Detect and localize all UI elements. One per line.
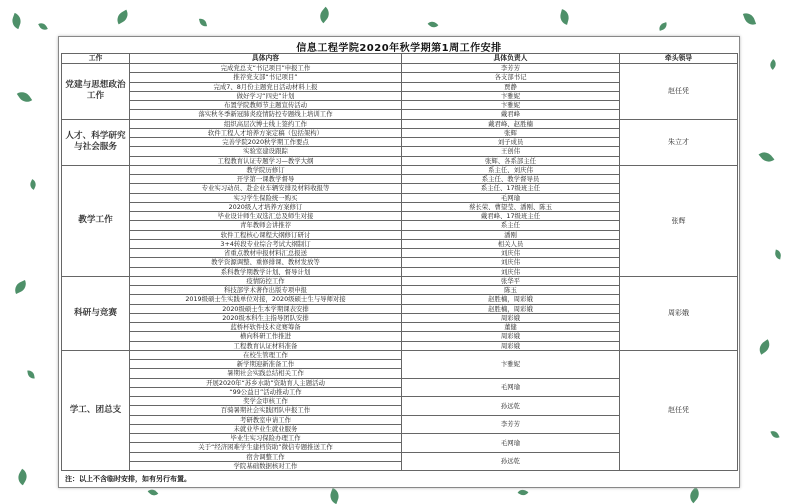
task-person: 张华平 [402, 276, 620, 285]
task-content: 青年教师会讲推荐 [130, 221, 402, 230]
section-category: 党建与思想政治工作 [62, 64, 130, 120]
header-content: 具体内容 [130, 54, 402, 64]
task-content: 做好学习“四史”计划 [130, 91, 402, 100]
task-content: 在校生管理工作 [130, 350, 402, 359]
task-person: 刘庆伟 [402, 267, 620, 276]
footnote: 注：以上不含临时安排，如有另行布置。 [65, 475, 191, 483]
task-content: 完成党总支“书记项目”申报工作 [130, 64, 402, 73]
task-person: 刘庆伟 [402, 258, 620, 267]
section-leader: 赵任凭 [620, 350, 738, 470]
task-content: 省重点教材申报材料汇总报送 [130, 249, 402, 258]
task-person: 系主任、17级班主任 [402, 184, 620, 193]
header-category: 工作 [62, 54, 130, 64]
table-header-row [62, 54, 738, 64]
task-content: 完成7、8月份主题党日活动材料上报 [130, 82, 402, 91]
task-person: 毛网瑜 [402, 193, 620, 202]
task-person: 戴君峰、17级班主任 [402, 212, 620, 221]
task-content: 工程教育认证材料准备 [130, 341, 402, 350]
task-person: 戴君峰、赵胜楠 [402, 119, 620, 128]
task-content: 开展2020年“苏乡水助”资助育人主题活动 [130, 378, 402, 387]
task-content: 推荐党支部“书记项目” [130, 73, 402, 82]
task-person: 戴君峰 [402, 110, 620, 119]
task-person: 毛网瑜 [402, 434, 620, 453]
task-content: 完善学院2020秋学期工作要点 [130, 138, 402, 147]
task-content: 布置学院教师节主题宣传活动 [130, 101, 402, 110]
table-row [62, 276, 738, 285]
task-person: 李芳芳 [402, 415, 620, 434]
task-content: 2019级硕士生实践单位对接，2020级硕士生与导师对接 [130, 295, 402, 304]
section-category: 科研与竞赛 [62, 276, 130, 350]
task-person: 孙远乾 [402, 452, 620, 471]
section-leader: 张辉 [620, 165, 738, 276]
task-content: 科技部学术著作出版专项申报 [130, 286, 402, 295]
task-person: 潘刚 [402, 230, 620, 239]
section-category: 学工、团总支 [62, 350, 130, 470]
task-person: 贾静 [402, 82, 620, 91]
task-content: 软件工程核心课程大纲修订研讨 [130, 230, 402, 239]
section-category: 人才、科学研究与社会服务 [62, 119, 130, 165]
task-content: 开学第一课教学督导 [130, 175, 402, 184]
task-person: 赵胜楠，周彩娥 [402, 304, 620, 313]
task-person: 系主任 [402, 221, 620, 230]
section-category: 教学工作 [62, 165, 130, 276]
schedule-table [61, 53, 738, 471]
task-person: 系主任、刘庆伟 [402, 165, 620, 174]
task-content: 蓝桥杯软件技术竞赛筹备 [130, 323, 402, 332]
task-person: 周彩娥 [402, 341, 620, 350]
task-person: 张辉、各系部主任 [402, 156, 620, 165]
section-leader: 周彩娥 [620, 276, 738, 350]
header-person: 具体负责人 [402, 54, 620, 64]
header-leader: 牵头领导 [620, 54, 738, 64]
task-person: 各支部书记 [402, 73, 620, 82]
schedule-body [62, 64, 738, 471]
task-content: 横向科研工作推进 [130, 332, 402, 341]
task-content: 新学期迎新准备工作 [130, 360, 402, 369]
task-content: 未就业毕业生就业服务 [130, 424, 402, 433]
task-person: 相关人员 [402, 239, 620, 248]
table-row [62, 165, 738, 174]
task-content: 关于“经济困难学生建档资助”微信专题推送工作 [130, 443, 402, 452]
task-content: 软件工程人才培养方案定稿（包括架构） [130, 128, 402, 137]
table-row [62, 119, 738, 128]
task-content: 2020级硕士生本学期课表安排 [130, 304, 402, 313]
task-content: 教学资源调整、重修排课、教材发放等 [130, 258, 402, 267]
task-content: 毕业生实习保险办理工作 [130, 434, 402, 443]
task-person: 蔡长荣、曹望莹、潘刚、陈玉 [402, 202, 620, 211]
schedule-sheet [58, 36, 740, 488]
task-person: 卞雅妮 [402, 91, 620, 100]
section-leader: 赵任凭 [620, 64, 738, 120]
task-content: 奖学金审核工作 [130, 397, 402, 406]
task-person: 周彩娥 [402, 313, 620, 322]
task-content: 2020级人才培养方案修订 [130, 202, 402, 211]
task-person: 王创伟 [402, 147, 620, 156]
task-person: 张辉 [402, 128, 620, 137]
task-content: 系科教学期教学计划、督导计划 [130, 267, 402, 276]
task-person: 系主任、教学督导员 [402, 175, 620, 184]
task-person: 刘庆伟 [402, 249, 620, 258]
task-content: 工程教育认证专题学习—教学大纲 [130, 156, 402, 165]
document-title: 信息工程学院2020年秋学期第1周工作安排 [296, 43, 502, 54]
task-person: 董健 [402, 323, 620, 332]
task-content: 组织高层次博士线上签约工作 [130, 119, 402, 128]
task-content: 学院基础数据核对工作 [130, 461, 402, 470]
task-content: 毕业设计师生双选汇总及师生对接 [130, 212, 402, 221]
task-content: 考研教室申请工作 [130, 415, 402, 424]
task-content: 专业实习动员、赴企业车辆安排及材料收报等 [130, 184, 402, 193]
task-content: 宿舍调整工作 [130, 452, 402, 461]
task-content: 落实秋冬季新冠肺炎疫情防控专题线上培训工作 [130, 110, 402, 119]
task-content: 百骑暑期社会实践团队申报工作 [130, 406, 402, 415]
task-person: 孙远乾 [402, 397, 620, 416]
task-content: 3+4转段专业综合考试大纲制订 [130, 239, 402, 248]
task-content: 实习学生保险统一购买 [130, 193, 402, 202]
task-content: “99公益日”活动推动工作 [130, 387, 402, 396]
task-person: 陈玉 [402, 286, 620, 295]
task-person: 刘子成员 [402, 138, 620, 147]
task-person: 卞雅妮 [402, 350, 620, 378]
task-person: 周彩娥 [402, 332, 620, 341]
task-content: 疫情防控工作 [130, 276, 402, 285]
task-content: 暑期社会实践总结相关工作 [130, 369, 402, 378]
task-content: 2020级本科生主指导团队安排 [130, 313, 402, 322]
task-person: 李芳芳 [402, 64, 620, 73]
task-content: 教学院历修订 [130, 165, 402, 174]
table-row [62, 350, 738, 359]
section-leader: 朱立才 [620, 119, 738, 165]
task-person: 毛网瑜 [402, 378, 620, 397]
task-person: 赵胜楠，周彩娥 [402, 295, 620, 304]
table-row [62, 64, 738, 73]
task-content: 实验室建设跟踪 [130, 147, 402, 156]
task-person: 卞雅妮 [402, 101, 620, 110]
